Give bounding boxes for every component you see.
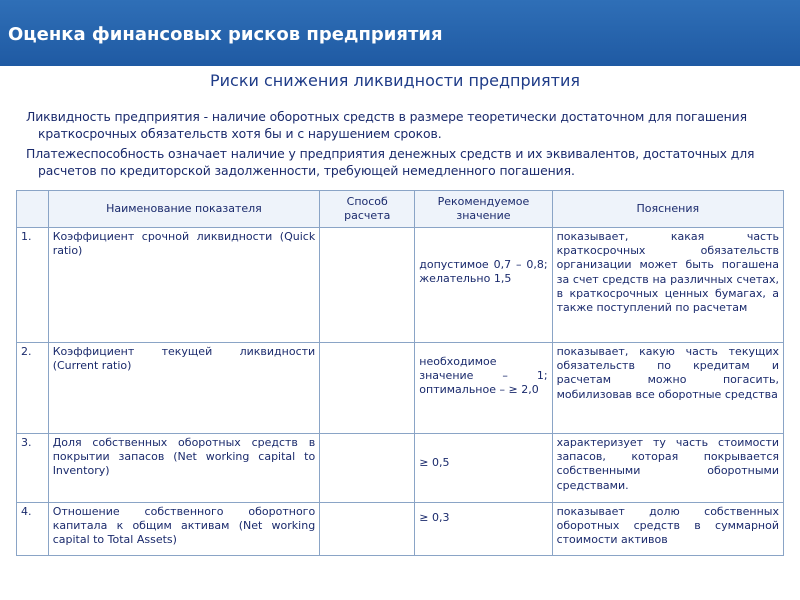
explanation: показывает, какая часть краткосрочных обязательств организации может быть погашена за счет средств на различных счетах, в краткосрочных ценных бумагах, а также поступлений по расчетам [552,228,783,343]
calculation-method [320,503,415,556]
table-header-row [17,191,784,228]
table-row [17,434,784,503]
column-header-explanation: Пояснения [552,191,783,228]
indicator-name: Коэффициент срочной ликвидности (Quick ratio) [48,228,320,343]
indicator-name: Отношение собственного оборотного капитала к общим активам (Net working capital to Total Assets) [48,503,320,556]
definition-solvency: Платежеспособность означает наличие у предприятия денежных средств и их эквивалентов, достаточных для расчетов по кредиторской задолженности, требующей немедленного погашения. [26,146,755,178]
column-header-name: Наименование показателя [48,191,320,228]
explanation: показывает долю собственных оборотных средств в суммарной стоимости активов [552,503,783,556]
column-header-recommended: Рекомендуемое значение [415,191,552,228]
recommended-value-cell [415,343,552,434]
calculation-method [320,228,415,343]
section-subtitle: Риски снижения ликвидности предприятия [209,71,580,90]
recommended-value: ≥ 0,3 [419,511,450,524]
recommended-value: ≥ 0,5 [419,456,450,469]
column-header-number [17,191,49,228]
header-bar [0,0,800,66]
row-number: 3. [17,434,49,503]
row-number: 1. [17,228,49,343]
row-number: 2. [17,343,49,434]
indicator-name: Доля собственных оборотных средств в покрытии запасов (Net working capital to Inventory) [48,434,320,503]
recommended-value-cell [415,503,552,556]
table-row [17,228,784,343]
liquidity-ratios-table [16,190,784,556]
indicator-name: Коэффициент текущей ликвидности (Current ratio) [48,343,320,434]
column-header-method: Способ расчета [320,191,415,228]
slide-title: Оценка финансовых рисков предприятия [8,24,443,45]
calculation-method [320,343,415,434]
table-row [17,503,784,556]
recommended-value-cell [415,228,552,343]
table-row [17,343,784,434]
explanation: характеризует ту часть стоимости запасов, которая покрывается собственными оборотными средствами. [552,434,783,503]
calculation-method [320,434,415,503]
definition-liquidity: Ликвидность предприятия - наличие оборотных средств в размере теоретически достаточном для погашения краткосрочных обязательств хотя бы и с нарушением сроков. [26,109,747,141]
explanation: показывает, какую часть текущих обязательств по кредитам и расчетам можно погасить, мобилизовав все оборотные средства [552,343,783,434]
recommended-value: допустимое 0,7 – 0,8; желательно 1,5 [419,258,548,286]
recommended-value: необходимое значение – 1; оптимальное – ≥ 2,0 [419,355,548,397]
row-number: 4. [17,503,49,556]
recommended-value-cell [415,434,552,503]
